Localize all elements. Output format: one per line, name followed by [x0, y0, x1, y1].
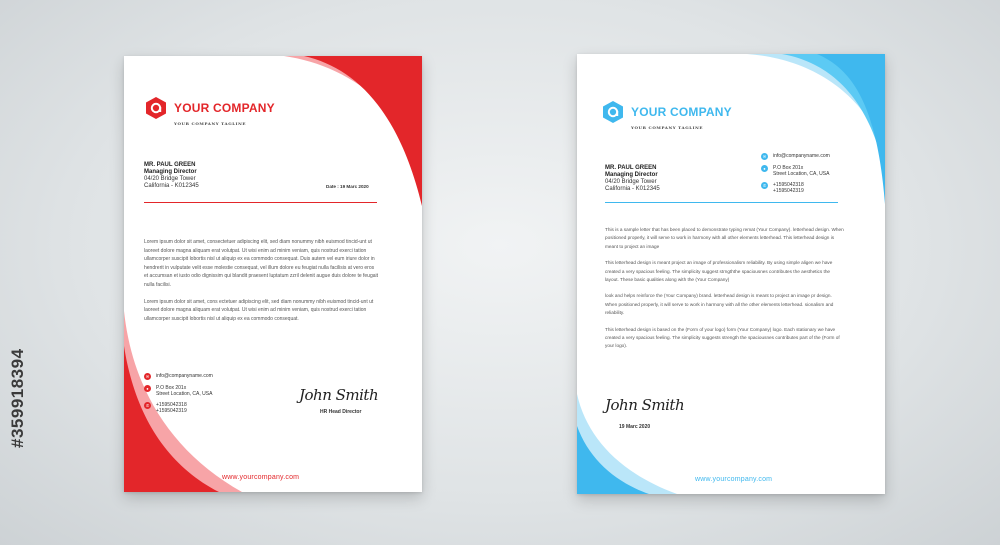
contact-phone2: +1595042319	[156, 408, 187, 414]
signer-title: HR Head Director	[320, 409, 362, 415]
recipient-address	[144, 162, 199, 190]
website-link: www.yourcompany.com	[695, 476, 773, 483]
contact-addr2: Street Location, CA, USA	[773, 171, 830, 177]
contact-email: info@companyname.com	[773, 153, 830, 159]
recipient-line1: 04/20 Bridge Tower	[605, 179, 657, 185]
recipient-line2: California - K012345	[605, 186, 660, 192]
header-divider	[144, 202, 377, 203]
email-icon: ✉	[145, 373, 150, 379]
body-paragraph-1: This is a sample letter that has been placed to demonstrate typing remat (Your Company). letterhead design. When positioned properly, it will serve to work in harmony with all other elements letterhead. This letterhead design is meant to project an image	[605, 227, 844, 249]
hexagon-logo-icon	[144, 96, 168, 120]
email-icon: ✉	[762, 153, 767, 159]
logo-block	[144, 96, 275, 126]
contact-addr1: P.O Box 201x	[773, 165, 804, 171]
contact-phone1: +1595042318	[156, 402, 187, 408]
website-link: www.yourcompany.com	[222, 474, 300, 481]
body-paragraph-2: Lorem ipsum dolor sit amet, cons ectetuer adipiscing elit, sed diam nonummy nibh euismod tincid-unt ut laoreet dolore magna aliquam erat volutpat. Ut wisi enim ad minim veniam, quis nostrud exerci tation ullamcorper suscipit lobortis nisl ut aliquip ex ea commodo consequat.	[144, 298, 374, 322]
letter-date: Date : 19 Marc 2020	[326, 184, 369, 189]
contact-addr1: P.O Box 201x	[156, 385, 187, 391]
signature: John Smith	[299, 386, 379, 404]
signature-date: 19 Marc 2020	[619, 424, 651, 430]
hexagon-logo-icon	[601, 100, 625, 124]
header-divider	[605, 202, 838, 203]
recipient-address	[605, 165, 660, 193]
company-name: YOUR COMPANY	[631, 105, 732, 119]
letter-body	[605, 226, 845, 359]
location-icon: ●	[761, 165, 768, 172]
contact-block	[144, 373, 213, 419]
letterhead-blue	[577, 54, 885, 494]
body-paragraph-3: look and helps reinforce the (Your Company) brand. letterhead design is meant to project an image pr design. When positioned properly, it will serve to work in harmony with all the other elements letterhead. sionalism and reliability.	[605, 293, 834, 316]
location-icon: ●	[144, 385, 151, 392]
recipient-name: MR. PAUL GREEN	[605, 165, 657, 171]
body-paragraph-2: This letterhead design is meant project an image of professionalism reliability. By using simple aligen we have created a very spacious feeling. The simplicity suggest strngththe spaciousnes contributes the aesthetics the layout. These basic qualities along with the (Your Company)	[605, 260, 833, 283]
recipient-name: MR. PAUL GREEN	[144, 162, 196, 168]
stock-id-label	[2, 300, 34, 480]
recipient-line2: California - K012345	[144, 183, 199, 189]
recipient-line1: 04/20 Bridge Tower	[144, 176, 196, 182]
company-tagline: YOUR COMPANY TAGLINE	[174, 121, 247, 126]
contact-phone1: +1595042318	[773, 182, 804, 188]
phone-icon: ✆	[762, 182, 767, 188]
contact-email: info@companyname.com	[156, 373, 213, 379]
body-paragraph-4: This letterhead design is based on the (Form of your logo) form (Your Company) logo. Each stationary we have created a very spacious feeling. The simplicity suggests strength the spaciousnes contributes part of the (Form of your logo).	[605, 326, 840, 349]
recipient-title: Managing Director	[144, 169, 197, 175]
contact-addr2: Street Location, CA, USA	[156, 391, 213, 397]
company-tagline: YOUR COMPANY TAGLINE	[631, 125, 704, 130]
body-paragraph-1: Lorem ipsum dolor sit amet, consectetuer adipiscing elit, sed diam nonummy nibh euismod tincid-unt ut laoreet dolore magna aliquam erat volutpat. Ut wisi enim ad minim veniam, quis nostrud exerci tation ullamcorper suscipit lobortis nisl ut aliquip ex ea commodo consequat. Duis autem vel eum iriure dolor in hendrerit in vulputate velit esse molestie consequat, vel illum dolore eu feugiat nulla facilisis at vero eros et accumsan et iusto odio dignissim qui blandit praesent luptatum zzril delenit augue duis dolore te feugait nulla facilisi.	[144, 239, 379, 288]
company-name: YOUR COMPANY	[174, 101, 275, 115]
phone-icon: ✆	[145, 402, 150, 408]
letterhead-red	[124, 56, 422, 492]
stock-id-text: #359918394	[8, 348, 27, 448]
contact-block	[761, 153, 830, 199]
signature: John Smith	[605, 396, 685, 414]
contact-phone2: +1595042319	[773, 188, 804, 194]
recipient-title: Managing Director	[605, 172, 658, 178]
letter-body	[144, 238, 379, 331]
logo-block	[601, 100, 732, 130]
